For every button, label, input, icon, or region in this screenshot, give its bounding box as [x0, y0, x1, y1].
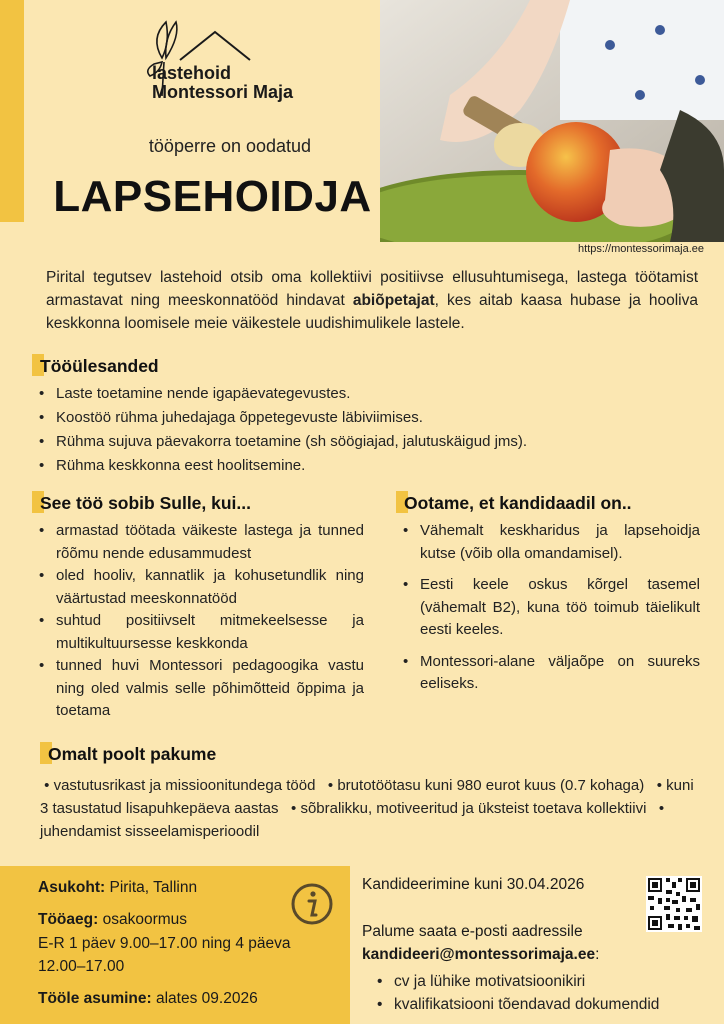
subtitle: tööperre on oodatud [148, 136, 312, 156]
offer-heading: Omalt poolt pakume [48, 744, 216, 765]
email-link[interactable]: kandideeri@montessorimaja.ee [362, 946, 596, 963]
qr-code-icon[interactable] [646, 876, 702, 932]
page-title: LAPSEHOIDJA [53, 172, 372, 221]
list-item: • Laste toetamine nende igapäevategevustes. [36, 382, 696, 406]
suits-list [36, 520, 364, 723]
list-item: • Rühma sujuva päevakorra toetamine (sh söögiajad, jalutuskäigud jms). [36, 430, 696, 454]
list-item: • oled hooliv, kannatlik ja kohusetundlik ning väärtustad meeskonnatööd [36, 565, 364, 610]
list-item: • Koostöö rühma juhedajaga õppetegevuste läbiviimises. [36, 406, 696, 430]
logo-text [152, 64, 293, 102]
logo-line2: Montessori Maja [152, 82, 294, 102]
list-item: • Montessori-alane väljaõpe on suureks eeliseks. [400, 651, 700, 696]
intro-paragraph [46, 266, 698, 335]
list-item: • kvalifikatsiooni tõendavad dokumendid [374, 993, 714, 1016]
website-url[interactable]: https://montessorimaja.ee [578, 243, 704, 255]
list-item: sõbralikku, motiveeritud ja üksteist toetava kollektiivi [300, 800, 647, 817]
location: Asukoht: Pirita, Tallinn [38, 879, 198, 896]
docs-list [374, 970, 714, 1016]
logo-line1: lastehoid [152, 63, 232, 83]
deadline: Kandideerimine kuni 30.04.2026 [362, 876, 585, 893]
list-item: juhendamist sisseelamisperioodil [40, 823, 260, 840]
list-item: • armastad töötada väikeste lastega ja tunned rõõmu nende edusammudest [36, 520, 364, 565]
intro-bold: abiõpetajat [352, 292, 435, 309]
expect-heading: Ootame, et kandidaadil on.. [404, 493, 632, 514]
info-icon [290, 882, 334, 926]
offer-list: • vastutusrikast ja missioonitundega tööd • brutotöötasu kuni 980 eurot kuus (0.7 kohaga) • kuni 3 tasustatud lisapuhkepäeva aastas • sõbralikku, motiveeritud ja üksteist toetava kollektiivi • juhendamist sisseelamisperioodil [40, 777, 694, 840]
start-date: Tööle asumine: alates 09.2026 [38, 990, 258, 1007]
list-item: kuni 3 tasustatud lisapuhkepäeva aastas [40, 777, 694, 817]
send-text: Palume saata e-posti aadressile [362, 923, 583, 940]
list-item: • cv ja lühike motivatsioonikiri [374, 970, 714, 993]
tasks-heading: Tööülesanded [40, 356, 159, 377]
suits-heading: See töö sobib Sulle, kui... [40, 493, 251, 514]
hours-line2: E-R 1 päev 9.00–17.00 ning 4 päeva [38, 935, 291, 952]
hours-line3: 12.00–17.00 [38, 958, 125, 975]
list-item: brutotöötasu kuni 980 eurot kuus (0.7 kohaga) [337, 777, 645, 794]
list-item: • Vähemalt keskharidus ja lapsehoidja kutse (võib olla omandamisel). [400, 520, 700, 565]
list-item: • Eesti keele oskus kõrgel tasemel (vähemalt B2), kuna töö toimub täielikult eesti keeles. [400, 574, 700, 642]
hero-photo [380, 0, 724, 242]
list-item: • Rühma keskkonna eest hoolitsemine. [36, 454, 696, 478]
intro-after: , kes aitab kaasa hubase ja hooliva keskkonna loomisele meie väikestele uudishimulikele lastele. [46, 292, 698, 332]
email-line: kandideeri@montessorimaja.ee: [362, 946, 600, 963]
expect-list [400, 520, 700, 696]
hours: Tööaeg: osakoormus [38, 911, 188, 928]
intro-before: Pirital tegutsev lastehoid otsib oma kollektiivi positiivse ellusuhtumisega, lastega töötamist armastavat ning meeskonnatööd hindavat [46, 269, 698, 309]
list-item: • suhtud positiivselt mitmekeelsesse ja multikultuursesse keskkonda [36, 610, 364, 655]
tasks-list [36, 382, 696, 478]
list-item: vastutusrikast ja missioonitundega tööd [53, 777, 316, 794]
list-item: • tunned huvi Montessori pedagoogika vastu ning oled valmis selle põhimõtteid õppima ja toetama [36, 655, 364, 723]
